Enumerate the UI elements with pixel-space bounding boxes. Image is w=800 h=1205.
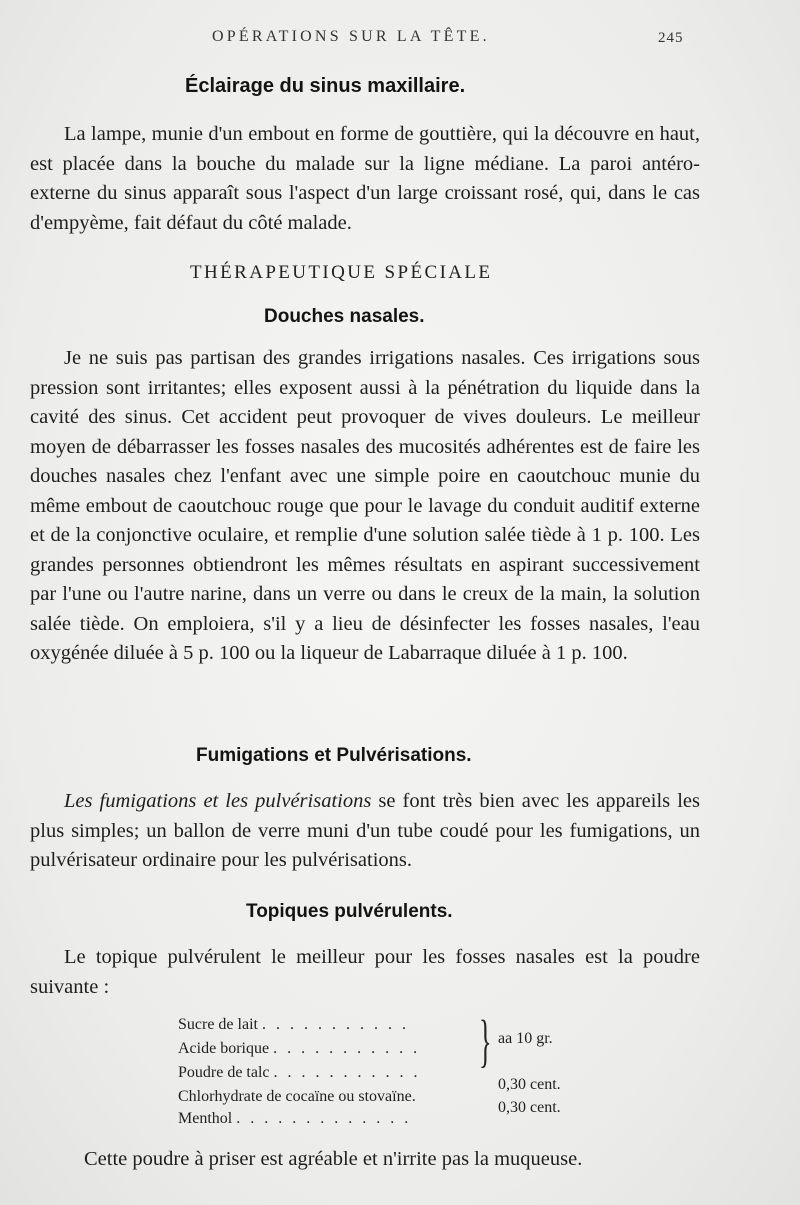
paragraph-douches	[30, 344, 700, 669]
recipe-ingredient: Poudre de talc	[178, 1064, 270, 1081]
heading-therapeutique-speciale: THÉRAPEUTIQUE SPÉCIALE	[190, 262, 493, 283]
recipe-ingredient: Menthol	[178, 1110, 233, 1127]
recipe-line	[178, 1110, 411, 1128]
recipe-ingredient: Acide borique	[178, 1040, 270, 1057]
heading-fumigations: Fumigations et Pulvérisations.	[196, 745, 472, 766]
paragraph-topiques-intro	[30, 943, 700, 1002]
quantity-menthol: 0,30 cent.	[498, 1099, 561, 1116]
paragraph-eclairage	[30, 120, 700, 238]
heading-douches-nasales: Douches nasales.	[264, 306, 425, 327]
paragraph-douches-text: Je ne suis pas partisan des grandes irrigations nasales. Ces irrigations sous pression sont irritantes; elles exposent aussi à la pénétration du liquide dans la cavité des sinus. Cet accident peut provoquer de vives douleurs. Le meilleur moyen de débarrasser les fosses nasales des mucosités adhérentes est de faire les douches nasales chez l'enfant avec une simple poire en caoutchouc munie du même embout de caoutchouc rouge que pour le lavage du conduit auditif externe et de la conjonctive oculaire, et remplie d'une solution salée tiède à 1 p. 100. Les grandes personnes obtiendront les mêmes résultats en aspirant successivement par l'une ou l'autre narine, dans un verre ou dans le creux de la main, la solution salée tiède. On emploiera, s'il y a lieu de désinfecter les fosses nasales, l'eau oxygénée diluée à 5 p. 100 ou la liqueur de Labarraque diluée à 1 p. 100.	[30, 347, 700, 664]
recipe-leader-dots: . . . . . . . . . . .	[261, 1016, 409, 1033]
recipe-line	[178, 1016, 409, 1034]
recipe-line	[178, 1064, 421, 1082]
paragraph-eclairage-text: La lampe, munie d'un embout en forme de gouttière, qui la découvre en haut, est placée dans la bouche du malade sur la ligne médiane. La paroi antéro-externe du sinus apparaît sous l'aspect d'un large croissant rosé, qui, dans le cas d'empyème, fait défaut du côté malade.	[30, 123, 700, 234]
recipe-ingredient: Sucre de lait	[178, 1016, 258, 1033]
fumigations-rest: se font très bien avec les appareils les plus simples; un ballon de verre muni d'un tube coudé pour les fumigations, un pulvérisateur ordinaire pour les pulvérisations.	[30, 790, 700, 871]
quantity-cocaine: 0,30 cent.	[498, 1076, 561, 1093]
recipe-line	[178, 1088, 416, 1106]
grouped-quantity: aa 10 gr.	[498, 1030, 553, 1047]
recipe-leader-dots: . . . . . . . . . . . . .	[236, 1110, 412, 1127]
recipe-leader-dots: . . . . . . . . . . .	[273, 1064, 421, 1081]
running-head: OPÉRATIONS SUR LA TÊTE.	[212, 28, 490, 45]
recipe-ingredient: Chlorhydrate de cocaïne ou stovaïne.	[178, 1088, 416, 1105]
fumigations-italic-phrase: Les fumigations et les pulvérisations	[64, 790, 372, 812]
heading-topiques: Topiques pulvérulents.	[246, 901, 453, 922]
paragraph-topiques-intro-text: Le topique pulvérulent le meilleur pour les fosses nasales est la poudre suivante :	[30, 946, 700, 998]
page-number: 245	[658, 30, 684, 46]
paragraph-fumigations	[30, 787, 700, 876]
recipe-brace: }	[479, 1008, 492, 1073]
paragraph-fumigations-text	[30, 787, 700, 876]
conclusion-line: Cette poudre à priser est agréable et n'irrite pas la muqueuse.	[84, 1148, 583, 1170]
recipe-leader-dots: . . . . . . . . . . .	[273, 1040, 421, 1057]
recipe-line	[178, 1040, 420, 1058]
heading-eclairage: Éclairage du sinus maxillaire.	[185, 75, 466, 97]
